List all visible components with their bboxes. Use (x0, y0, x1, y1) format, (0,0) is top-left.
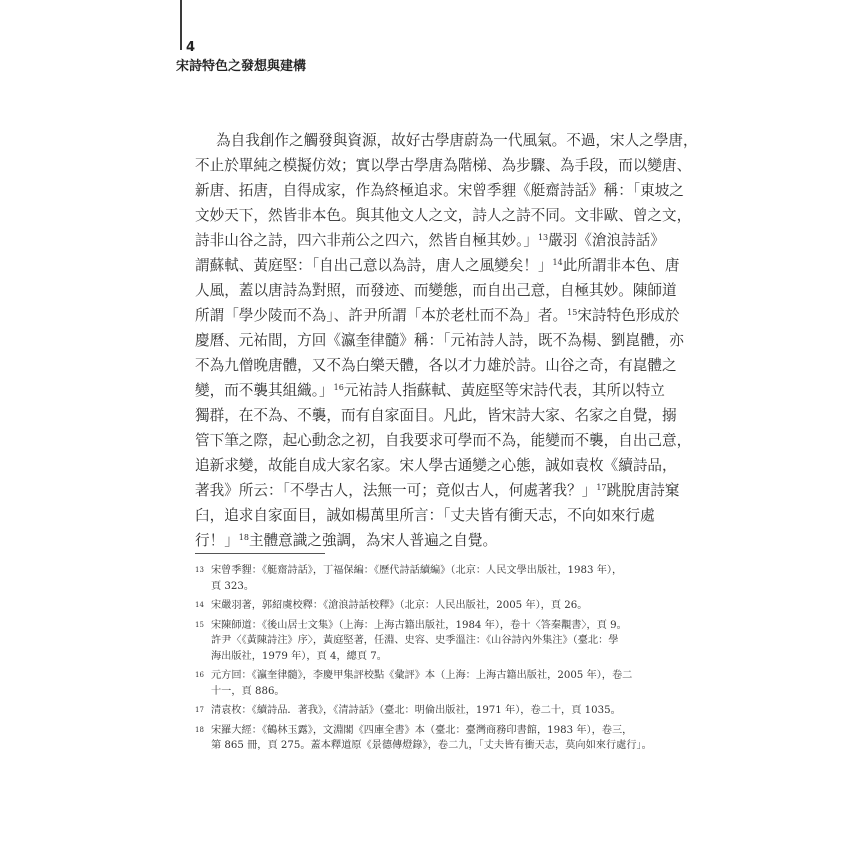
footnote-text (211, 703, 665, 719)
body-line (195, 403, 677, 428)
body-line-text: 臼，追求自家面目，誠如楊萬里所言：「丈夫皆有衝天志，不向如來行處 (195, 507, 655, 524)
body-text (195, 128, 698, 553)
body-line-text: 宋詩特色形成於 (577, 307, 680, 324)
body-line (195, 128, 698, 153)
footnote-text (211, 598, 665, 614)
body-line (195, 178, 684, 203)
footnote-line: 元方回：《瀛奎律髓》，李慶甲集評校點《彙評》本（上海：上海古籍出版社，2005 年），卷二 (211, 670, 633, 681)
footnote-marker[interactable]: 18 (238, 533, 249, 542)
body-line-text: 主體意識之強調，為宋人普遍之自覺。 (248, 532, 498, 549)
body-line-text: 所謂「學少陵而不為」、許尹所謂「本於老杜而不為」者。 (195, 307, 568, 324)
page-number: 4 (186, 40, 196, 55)
body-line (195, 503, 662, 528)
body-line-text: 跳脫唐詩窠 (606, 482, 680, 499)
footnote-line: 宋嚴羽著，郭紹虞校釋：《滄浪詩話校釋》（北京：人民出版社，2005 年），頁 26。 (211, 600, 588, 611)
body-line-text: 追新求變，故能自成大家名家。宋人學古通變之心態，誠如袁枚《續詩品， (195, 457, 677, 474)
body-line-text: 詩非山谷之詩，四六非荊公之四六，然皆自極其妙。」 (195, 232, 538, 249)
footnote-text (211, 618, 665, 665)
footnote-line: 宋陳師道：《後山居士文集》（上海：上海古籍出版社，1984 年），卷十〈答秦覯書〉，頁 9。 (211, 619, 627, 631)
footnote-text (211, 668, 665, 699)
footnote-number: 15 (195, 620, 204, 629)
body-line (195, 528, 662, 553)
body-line (195, 328, 684, 353)
footnote-marker[interactable]: 15 (567, 308, 578, 317)
footnote (195, 723, 665, 754)
body-line-text: 元祐詩人指蘇軾、黃庭堅等宋詩代表，其所以特立 (343, 382, 665, 399)
body-line-text: 變，而不襲其組織。」 (195, 382, 334, 399)
body-line (195, 278, 677, 303)
body-line-text: 著我》所云：「不學古人，法無一可；竟似古人，何處著我？」 (195, 482, 597, 499)
footnote (195, 618, 665, 665)
body-line (195, 378, 665, 403)
running-title: 宋詩特色之發想與建構 (176, 59, 307, 74)
body-line (195, 303, 680, 328)
footnote (195, 563, 665, 594)
body-line-text: 人風，蓋以唐詩為對照，而發迹、而變態，而自出己意，自極其妙。陳師道 (195, 282, 677, 299)
footnote-marker[interactable]: 13 (537, 233, 549, 242)
footnote-number: 14 (195, 601, 204, 609)
footnote-line: 宋羅大經：《鶴林玉露》，文淵閣《四庫全書》本（臺北：臺灣商務印書館，1983 年），卷三， (211, 724, 633, 736)
body-line-text: 為自我創作之觸發與資源，故好古學唐蔚為一代風氣。不過，宋人之學唐， (216, 132, 698, 149)
body-line-text: 獨群，在不為、不襲，而有自家面目。凡此，皆宋詩大家、名家之自覺，搦 (195, 407, 677, 424)
footnote (195, 668, 665, 699)
body-line-text: 慶曆、元祐間，方回《瀛奎律髓》稱：「元祐詩人詩，既不為楊、劉崑體，亦 (195, 332, 684, 349)
footnotes (195, 563, 665, 758)
footnote-marker[interactable]: 17 (596, 483, 607, 492)
body-line-text: 此所謂非本色、唐 (562, 257, 680, 274)
footnote-text (211, 723, 665, 754)
body-line (195, 253, 680, 278)
body-line-text: 不為九僧晚唐體，又不為白樂天體，各以才力雄於詩。山谷之奇，有崑體之 (195, 357, 677, 374)
body-line (195, 228, 665, 253)
footnote-number: 13 (195, 566, 204, 574)
body-line-text: 不止於單純之模擬仿效；實以學古學唐為階梯、為步驟、為手段，而以變唐、 (195, 157, 692, 174)
footnote-line: 第 865 冊，頁 275。蓋本釋道原《景德傳燈錄》，卷二九，「丈夫皆有衝天志，莫向如來行處行」。 (211, 740, 652, 751)
body-line-text: 新唐、拓唐，自得成家，作為終極追求。宋曾季貍《艇齋詩話》稱：「東坡之 (195, 182, 684, 199)
footnote-number: 17 (195, 706, 204, 714)
body-line (195, 353, 677, 378)
body-line (195, 428, 692, 453)
body-line-text: 嚴羽《滄浪詩話》 (548, 232, 665, 249)
body-line (195, 203, 692, 228)
body-line-text: 謂蘇軾、黃庭堅：「自出己意以為詩，唐人之風變矣！」 (195, 257, 553, 274)
footnote-separator (195, 553, 325, 554)
footnote (195, 598, 665, 614)
footnote-text (211, 563, 665, 594)
body-line (195, 153, 692, 178)
footnote-line: 十一，頁 886。 (211, 685, 285, 697)
footnote-line: 清袁枚：《續詩品．著我》，《清詩話》（臺北：明倫出版社，1971 年），卷二十，頁 1035。 (211, 705, 621, 716)
footnote-marker[interactable]: 14 (552, 258, 563, 267)
body-line-text: 文妙天下，然皆非本色。與其他文人之文，詩人之詩不同。文非歐、曾之文， (195, 207, 692, 224)
body-line-text: 管下筆之際，起心動念之初，自我要求可學而不為，能變而不襲，自出己意， (195, 432, 692, 449)
footnote (195, 703, 665, 719)
footnote-line: 海出版社，1979 年），頁 4，總頁 7。 (211, 650, 387, 662)
footnote-number: 18 (195, 725, 204, 734)
footnote-number: 16 (195, 671, 204, 679)
footnote-line: 頁 323。 (211, 580, 255, 592)
footnote-line: 許尹〈《黃陳詩注》序〉，黃庭堅著，任淵、史容、史季溫注：《山谷詩內外集注》（臺北：學 (211, 635, 619, 646)
footnote-marker[interactable]: 16 (333, 383, 344, 392)
footnote-line: 宋曾季貍：《艇齋詩話》，丁福保編：《歷代詩話續編》（北京：人民文學出版社，1983 年）， (211, 565, 623, 576)
body-line (195, 453, 677, 478)
body-line (195, 478, 680, 503)
margin-vertical-rule (180, 0, 182, 50)
body-line-text: 行！」 (195, 532, 239, 549)
